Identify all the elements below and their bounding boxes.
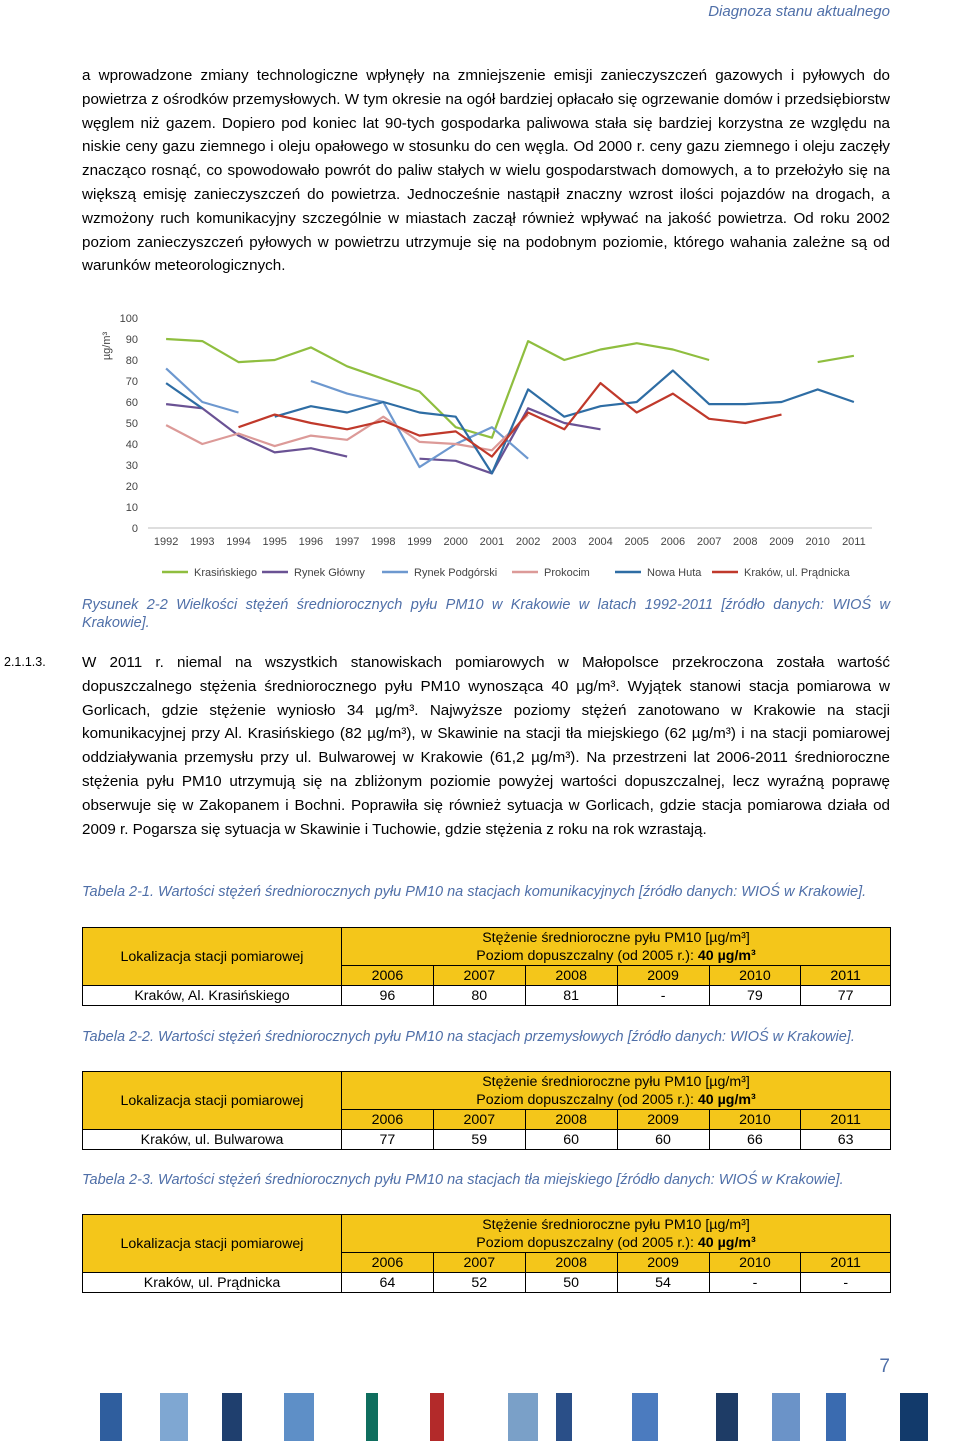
- x-tick-label: 2005: [624, 536, 649, 548]
- legend-label: Nowa Huta: [647, 567, 702, 579]
- year-cell: 2010: [709, 1110, 801, 1130]
- footer-stripe: [222, 1393, 242, 1441]
- legend-label: Kraków, ul. Prądnicka: [744, 567, 850, 579]
- footer-stripe: [366, 1393, 378, 1441]
- footer-stripe: [716, 1393, 738, 1441]
- y-tick-label: 50: [125, 418, 138, 430]
- year-cell: 2009: [617, 966, 709, 986]
- legend-label: Rynek Główny: [294, 567, 365, 579]
- y-tick-label: 80: [125, 355, 138, 367]
- limit-value: 40 µg/m³: [697, 1091, 756, 1108]
- value-cell: 66: [709, 1130, 801, 1150]
- section-number: 2.1.1.3.: [4, 655, 46, 669]
- value-cell: 52: [433, 1273, 525, 1293]
- x-tick-label: 2009: [769, 536, 794, 548]
- table-row: [83, 986, 891, 1006]
- location-header: Lokalizacja stacji pomiarowej: [83, 1215, 342, 1273]
- concentration-title: Stężenie średnioroczne pyłu PM10 [µg/m³]: [482, 1073, 750, 1090]
- y-tick-label: 20: [125, 481, 138, 493]
- y-tick-label: 70: [125, 376, 138, 388]
- data-table: [82, 1071, 891, 1150]
- x-tick-label: 2008: [733, 536, 758, 548]
- y-tick-label: 30: [125, 460, 138, 472]
- paragraph-intro: a wprowadzone zmiany technologiczne wpłynęły na zmniejszenie emisji zanieczyszczeń gazowych i pyłowych do powietrza z ośrodków przemysłowych. W tym okresie na ogół bardziej opłacało się ogrzewanie domów i przedsiębiorstw węglem niż gazem. Dopiero pod koniec lat 90-tych gospodarka paliwowa stała się bardziej korzystna ze względu na niskie ceny gazu ziemnego i oleju opałowego w stosunku do cen węgla. Od 2000 r. ceny gazu ziemnego i oleju zaczęły znacząco rosnąć, co spowodowało powrót do paliw stałych w wielu gospodarstwach domowych, a to przełożyło się na większą emisję zanieczyszczeń do powietrza. Jednocześnie nastąpił znaczny wzrost ilości pojazdów na drogach, a wzmożony ruch komunikacyjny szczególnie w miastach zaczął również wpływać na jakość powietrza. Od roku 2002 poziom zanieczyszczeń pyłowych w powietrzu utrzymuje się na podobnym poziomie, którego wahania zależne są od warunków meteorologicznych.: [82, 67, 890, 275]
- page-number: 7: [879, 1356, 890, 1377]
- page-header: Diagnoza stanu aktualnego: [708, 3, 890, 20]
- value-cell: -: [801, 1273, 891, 1293]
- figure-caption: Rysunek 2-2 Wielkości stężeń średniorocznych pyłu PM10 w Krakowie w latach 1992-2011 [źródło danych: WIOŚ w Krakowie].: [82, 597, 890, 631]
- year-cell: 2008: [525, 1253, 617, 1273]
- value-cell: 81: [525, 986, 617, 1006]
- value-cell: -: [617, 986, 709, 1006]
- value-cell: 96: [342, 986, 434, 1006]
- value-cell: 77: [801, 986, 891, 1006]
- year-cell: 2008: [525, 966, 617, 986]
- year-cell: 2009: [617, 1110, 709, 1130]
- table-row: [83, 1273, 891, 1293]
- year-cell: 2006: [342, 1253, 434, 1273]
- value-cell: 63: [801, 1130, 891, 1150]
- year-cell: 2011: [801, 1253, 891, 1273]
- value-cell: 54: [617, 1273, 709, 1293]
- x-tick-label: 2010: [805, 536, 830, 548]
- table-caption: Tabela 2-1. Wartości stężeń średniorocznych pyłu PM10 na stacjach komunikacyjnych [źródło danych: WIOŚ w Krakowie].: [82, 884, 867, 900]
- year-cell: 2006: [342, 966, 434, 986]
- year-cell: 2010: [709, 1253, 801, 1273]
- x-tick-label: 2003: [552, 536, 577, 548]
- footer-stripe: [430, 1393, 444, 1441]
- series-line: [239, 383, 782, 457]
- table-caption: Tabela 2-2. Wartości stężeń średniorocznych pyłu PM10 na stacjach przemysłowych [źródło danych: WIOŚ w Krakowie].: [82, 1029, 855, 1045]
- y-tick-label: 90: [125, 334, 138, 346]
- footer-decoration: [0, 1393, 960, 1441]
- value-cell: 64: [342, 1273, 434, 1293]
- year-cell: 2008: [525, 1110, 617, 1130]
- x-tick-label: 2001: [479, 536, 505, 548]
- data-table: [82, 927, 891, 1006]
- value-cell: 50: [525, 1273, 617, 1293]
- value-cell: 60: [525, 1130, 617, 1150]
- value-cell: 77: [342, 1130, 434, 1150]
- limit-value: 40 µg/m³: [697, 1234, 756, 1251]
- legend-label: Krasińskiego: [194, 567, 257, 579]
- y-tick-label: 0: [131, 523, 138, 535]
- table-caption: Tabela 2-3. Wartości stężeń średniorocznych pyłu PM10 na stacjach tła miejskiego [źródło danych: WIOŚ w Krakowie].: [82, 1172, 844, 1188]
- footer-stripe: [508, 1393, 538, 1441]
- x-tick-label: 1998: [371, 536, 396, 548]
- y-tick-label: 10: [125, 502, 138, 514]
- year-cell: 2006: [342, 1110, 434, 1130]
- year-cell: 2007: [433, 1253, 525, 1273]
- table-row: [83, 1130, 891, 1150]
- y-tick-label: 60: [125, 397, 138, 409]
- footer-stripe: [284, 1393, 314, 1441]
- year-cell: 2007: [433, 1110, 525, 1130]
- pm10-line-chart: [100, 306, 900, 586]
- x-tick-label: 1999: [407, 536, 432, 548]
- station-cell: Kraków, ul. Prądnicka: [83, 1273, 342, 1293]
- x-tick-label: 2002: [515, 536, 541, 548]
- x-tick-label: 2006: [660, 536, 686, 548]
- limit-prefix: Poziom dopuszczalny (od 2005 r.):: [476, 947, 698, 964]
- location-header: Lokalizacja stacji pomiarowej: [83, 1072, 342, 1130]
- legend-label: Prokocim: [544, 567, 590, 579]
- limit-prefix: Poziom dopuszczalny (od 2005 r.):: [476, 1091, 698, 1108]
- x-tick-label: 2000: [443, 536, 468, 548]
- year-cell: 2010: [709, 966, 801, 986]
- year-cell: 2011: [801, 966, 891, 986]
- year-cell: 2007: [433, 966, 525, 986]
- concentration-header: [342, 1215, 891, 1253]
- x-tick-label: 1997: [334, 536, 360, 548]
- footer-stripe: [556, 1393, 572, 1441]
- value-cell: 79: [709, 986, 801, 1006]
- series-line: [166, 404, 347, 457]
- value-cell: 80: [433, 986, 525, 1006]
- limit-value: 40 µg/m³: [697, 947, 756, 964]
- station-cell: Kraków, Al. Krasińskiego: [83, 986, 342, 1006]
- footer-stripe: [772, 1393, 800, 1441]
- paragraph-pm10-2011: W 2011 r. niemal na wszystkich stanowiskach pomiarowych w Małopolsce przekroczona została wartość dopuszczalnego stężenia średniorocznego pyłu PM10 wynosząca 40 µg/m³. Wyjątek stanowi stacja pomiarowa w Gorlicach, gdzie stężenie wyniosło 34 µg/m³. Najwyższe poziomy stężeń zanotowano w Krakowie na stacji komunikacyjnej przy Al. Krasińskiego (82 µg/m³), w Skawinie na stacji tła miejskiego (62 µg/m³) i na stacji pomiarowej oddziaływania przemysłu przy ul. Bulwarowej w Krakowie (61,2 µg/m³). Na przestrzeni lat 2006-2011 średnioroczne stężenia pyłu PM10 utrzymują się na zbliżonym poziomie powyżej wartości dopuszczalnej, lecz wyraźną poprawę obserwuje się w Zakopanem i Bochni. Poprawiła się również sytuacja w Gorlicach, gdzie stacja pomiarowa działa od 2009 r. Pogarsza się sytuacja w Skawinie i Tuchowie, gdzie stężenia z roku na rok wzrastają.: [82, 654, 890, 838]
- legend-label: Rynek Podgórski: [414, 567, 498, 579]
- value-cell: 60: [617, 1130, 709, 1150]
- footer-stripe: [160, 1393, 188, 1441]
- x-tick-label: 2011: [842, 536, 866, 548]
- concentration-title: Stężenie średnioroczne pyłu PM10 [µg/m³]: [482, 1216, 750, 1233]
- footer-stripe: [100, 1393, 122, 1441]
- x-tick-label: 1994: [226, 536, 251, 548]
- y-tick-label: 100: [119, 313, 138, 325]
- x-tick-label: 1993: [190, 536, 215, 548]
- data-table: [82, 1214, 891, 1293]
- x-tick-label: 1992: [153, 536, 179, 548]
- x-tick-label: 2007: [696, 536, 722, 548]
- footer-stripe: [632, 1393, 658, 1441]
- x-tick-label: 1996: [298, 536, 324, 548]
- concentration-header: [342, 1072, 891, 1110]
- footer-stripe: [900, 1393, 928, 1441]
- year-cell: 2011: [801, 1110, 891, 1130]
- footer-stripe: [826, 1393, 846, 1441]
- series-line: [311, 381, 528, 467]
- concentration-header: [342, 928, 891, 966]
- year-cell: 2009: [617, 1253, 709, 1273]
- concentration-title: Stężenie średnioroczne pyłu PM10 [µg/m³]: [482, 929, 750, 946]
- series-line: [818, 356, 854, 362]
- y-tick-label: 40: [125, 439, 138, 451]
- value-cell: 59: [433, 1130, 525, 1150]
- value-cell: -: [709, 1273, 801, 1293]
- x-tick-label: 1995: [262, 536, 287, 548]
- y-axis-label: µg/m³: [101, 331, 113, 361]
- limit-prefix: Poziom dopuszczalny (od 2005 r.):: [476, 1234, 698, 1251]
- station-cell: Kraków, ul. Bulwarowa: [83, 1130, 342, 1150]
- x-tick-label: 2004: [588, 536, 613, 548]
- location-header: Lokalizacja stacji pomiarowej: [83, 928, 342, 986]
